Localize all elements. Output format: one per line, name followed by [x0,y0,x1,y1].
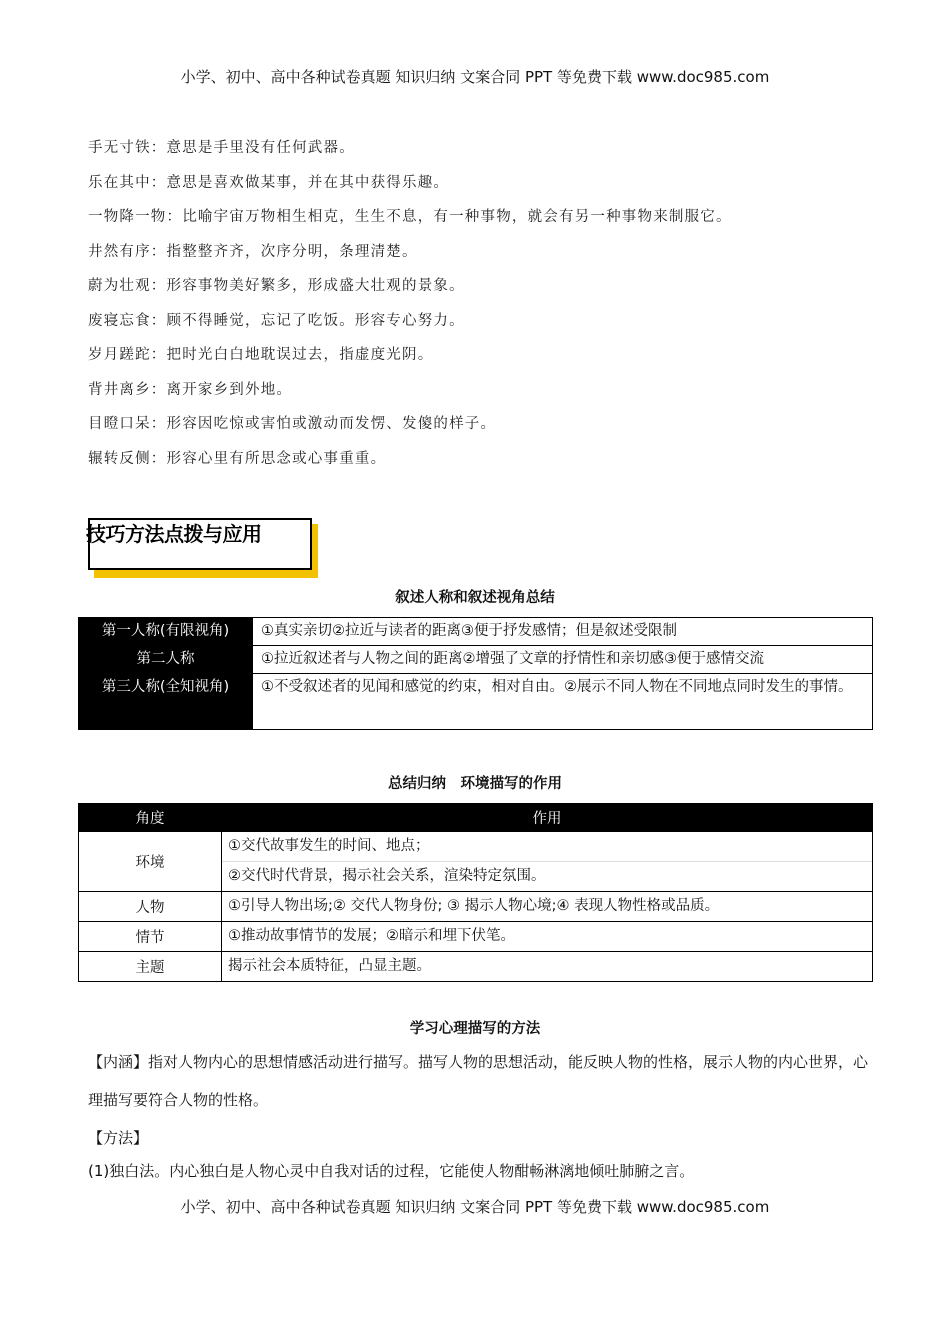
banner-title: 技巧方法点拨与应用 [86,522,262,546]
psychology-caption: 学习心理描写的方法 [409,1021,541,1037]
row-value [222,832,873,892]
idiom-list [88,136,888,481]
table-row [79,646,873,674]
connotation-paragraph: 【内涵】指对人物内心的思想情感活动进行描写。描写人物的思想活动，能反映人物的性格，展示人物的内心世界，心理描写要符合人物的性格。 [88,1053,869,1109]
idiom-item: 蔚为壮观：形容事物美好繁多，形成盛大壮观的景象。 [88,278,465,294]
table-row [79,922,873,952]
environment-table-caption: 总结归纳 环境描写的作用 [388,776,562,792]
idiom-item: 手无寸铁：意思是手里没有任何武器。 [88,140,355,156]
method-label: 【方法】 [88,1129,149,1147]
narration-text: ①拉近叙述者与人物之间的距离②增强了文章的抒情性和亲切感③便于感情交流 [253,646,873,674]
idiom-item: 废寝忘食：顾不得睡觉，忘记了吃饭。形容专心努力。 [88,312,465,329]
table-header-row [79,804,873,832]
row-value: 揭示社会本质特征，凸显主题。 [222,952,873,982]
column-header-angle: 角度 [79,804,222,832]
table-row [79,674,873,730]
table-row [79,618,873,646]
column-header-function: 作用 [222,804,873,832]
idiom-item: 辗转反侧：形容心里有所思念或心事重重。 [88,450,387,467]
page-header: 小学、初中、高中各种试卷真题 知识归纳 文案合同 PPT 等免费下载 www.doc985.com [180,68,770,86]
row-key: 主题 [79,952,222,982]
idiom-item: 岁月蹉跎：把时光白白地耽误过去，指虚度光阴。 [88,347,434,363]
row-key: 环境 [79,832,222,892]
narration-label: 第三人称(全知视角) [79,674,253,730]
page-footer: 小学、初中、高中各种试卷真题 知识归纳 文案合同 PPT 等免费下载 www.doc985.com [180,1198,770,1216]
row-line: ②交代时代背景，揭示社会关系，渲染特定氛围。 [228,868,546,884]
table-row [79,892,873,922]
row-key: 人物 [79,892,222,922]
idiom-item: 背井离乡：离开家乡到外地。 [88,381,293,398]
narration-label: 第二人称 [79,646,253,674]
row-value: ①推动故事情节的发展；②暗示和埋下伏笔。 [222,922,873,952]
row-line: ①交代故事发生的时间、地点； [222,832,872,862]
table-row [79,952,873,982]
narration-label: 第一人称(有限视角) [79,618,253,646]
environment-table [78,803,873,982]
narration-text: ①不受叙述者的见闻和感觉的约束，相对自由。②展示不同人物在不同地点同时发生的事情。 [253,674,873,730]
row-value: ①引导人物出场;② 交代人物身份; ③ 揭示人物心境;④ 表现人物性格或品质。 [222,892,873,922]
row-key: 情节 [79,922,222,952]
table-row [79,832,873,892]
narration-table [78,617,873,730]
narration-table-caption: 叙述人称和叙述视角总结 [395,590,555,606]
idiom-item: 乐在其中：意思是喜欢做某事，并在其中获得乐趣。 [88,174,450,191]
section-banner [88,518,320,578]
narration-text: ①真实亲切②拉近与读者的距离③便于抒发感情；但是叙述受限制 [253,618,873,646]
method-item: (1)独白法。内心独白是人物心灵中自我对话的过程，它能使人物酣畅淋漓地倾吐肺腑之言。 [88,1162,695,1180]
idiom-item: 一物降一物：比喻宇宙万物相生相克，生生不息，有一种事物，就会有另一种事物来制服它。 [88,209,732,225]
idiom-item: 目瞪口呆：形容因吃惊或害怕或激动而发愣、发傻的样子。 [88,416,497,432]
idiom-item: 井然有序：指整整齐齐，次序分明，条理清楚。 [88,243,418,260]
